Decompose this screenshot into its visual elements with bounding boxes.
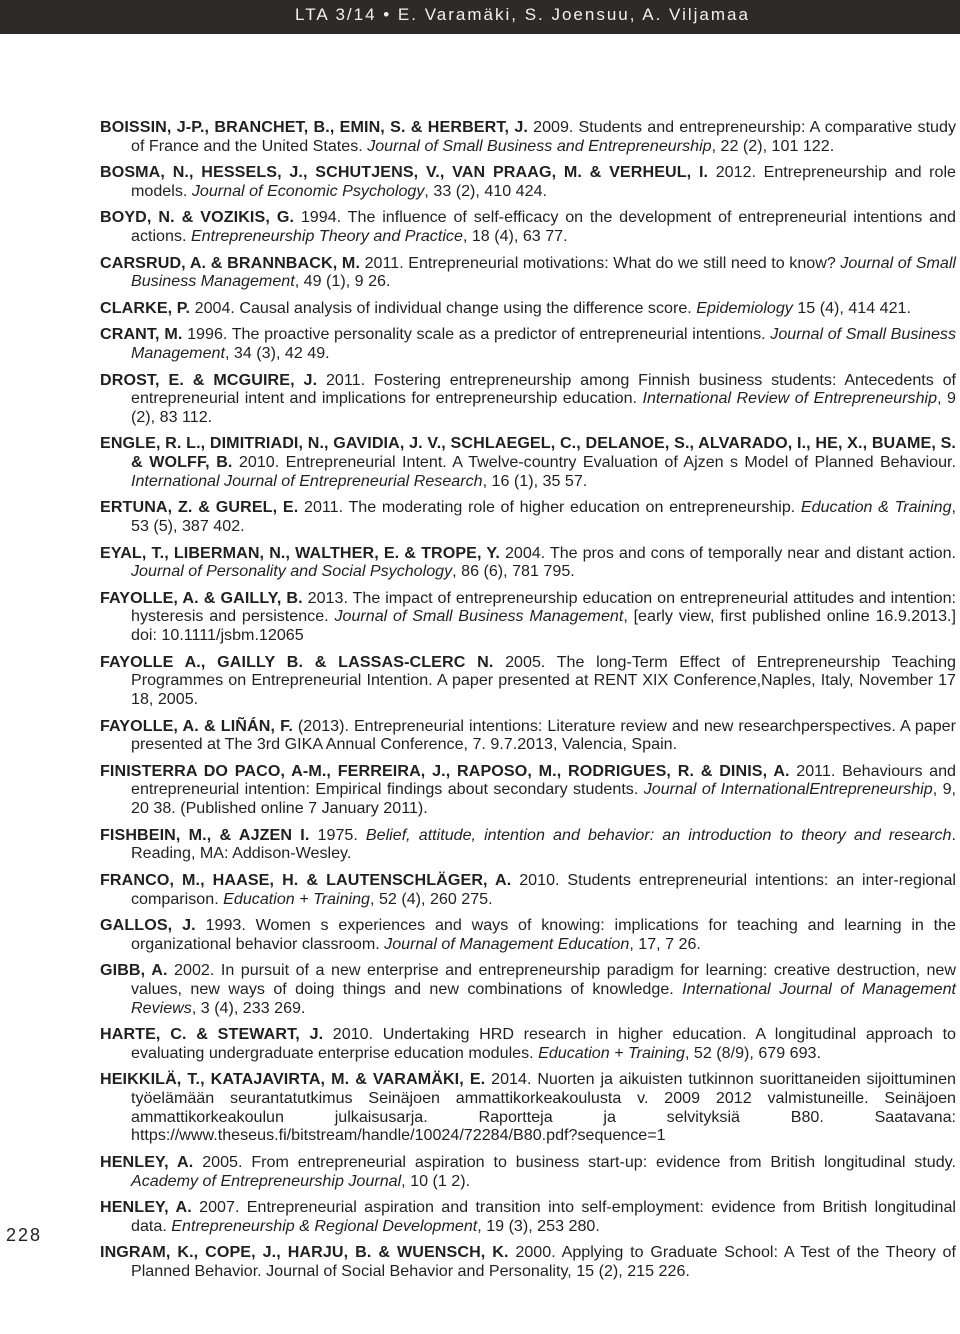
reference-details: , 19 (3), 253 280.: [477, 1216, 600, 1235]
reference-details: , 9 (2), 83 112.: [131, 389, 956, 426]
reference-entry: [100, 371, 956, 427]
reference-text: 1975.: [309, 825, 366, 844]
reference-details: , 52 (4), 260 275.: [370, 889, 493, 908]
reference-authors: HEIKKILÄ, T., KATAJAVIRTA, M. & VARAMÄKI, E.: [100, 1070, 486, 1089]
reference-entry: [100, 916, 956, 953]
reference-authors: FISHBEIN, M., & AJZEN I.: [100, 825, 310, 844]
reference-entry: [100, 1243, 956, 1280]
reference-details: , 22 (2), 101 122.: [711, 136, 835, 155]
reference-source: Journal of InternationalEntrepreneurship: [643, 780, 933, 799]
reference-authors: FAYOLLE, A. & LIÑÁN, F.: [100, 716, 293, 735]
reference-authors: ERTUNA, Z. & GUREL, E.: [100, 498, 299, 517]
reference-authors: HENLEY, A.: [100, 1152, 194, 1171]
reference-details: , 3 (4), 233 269.: [191, 998, 306, 1017]
reference-text: 2010. Students entrepreneurial intentions: an inter-regional comparison.: [131, 870, 956, 908]
reference-source: Entrepreneurship Theory and Practice: [190, 227, 463, 246]
reference-authors: INGRAM, K., COPE, J., HARJU, B. & WUENSCH, K.: [100, 1243, 509, 1262]
reference-details: , 10 (1 2).: [401, 1171, 471, 1190]
running-header: [0, 0, 960, 34]
reference-details: , 49 (1), 9 26.: [294, 272, 391, 291]
reference-entry: [100, 1153, 956, 1190]
reference-details: , 9, 20 38. (Published online 7 January 2011).: [131, 780, 956, 818]
reference-entry: [100, 254, 956, 291]
reference-authors: BOSMA, N., HESSELS, J., SCHUTJENS, V., VAN PRAAG, M. & VERHEUL, I.: [100, 163, 709, 182]
reference-authors: EYAL, T., LIBERMAN, N., WALTHER, E. & TROPE, Y.: [100, 543, 500, 562]
reference-entry: [100, 589, 956, 645]
reference-entry: [100, 208, 956, 245]
reference-source: Journal of Small Business and Entrepreneurship: [367, 136, 712, 155]
reference-text: (2013). Entrepreneurial intentions: Literature review and new researchperspectives. A paper presented at The 3rd GIKA Annual Conference, 7. 9.7.2013, Valencia, Spain.: [131, 716, 956, 754]
reference-entry: [100, 118, 956, 155]
reference-authors: DROST, E. & MCGUIRE, J.: [100, 370, 318, 389]
reference-list: [100, 118, 956, 1289]
reference-authors: ENGLE, R. L., DIMITRIADI, N., GAVIDIA, J. V., SCHLAEGEL, C., DELANOE, S., ALVARADO, I., HE, X., BUAME, S. & WOLFF, B.: [100, 434, 956, 472]
reference-entry: [100, 163, 956, 200]
reference-details: , 16 (1), 35 57.: [482, 471, 588, 490]
reference-authors: HARTE, C. & STEWART, J.: [100, 1025, 324, 1044]
reference-text: 2004. The pros and cons of temporally near and distant action.: [499, 543, 956, 562]
reference-authors: CLARKE, P.: [100, 298, 191, 317]
reference-entry: [100, 544, 956, 581]
reference-source: International Journal of Entrepreneurial Research: [131, 471, 483, 490]
reference-details: , 86 (6), 781 795.: [452, 562, 575, 581]
reference-entry: [100, 961, 956, 1017]
reference-details: , 53 (5), 387 402.: [131, 498, 957, 536]
reference-text: 2010. Entrepreneurial Intent. A Twelve-country Evaluation of Ajzen s Model of Planned Behaviour.: [232, 453, 957, 472]
reference-entry: [100, 653, 956, 709]
reference-entry: [100, 434, 956, 490]
reference-text: 2011. Fostering entrepreneurship among Finnish business students: Antecedents of entrepreneurial intent and implications for entrepreneurship education.: [131, 370, 956, 408]
reference-authors: FAYOLLE A., GAILLY B. & LASSAS-CLERC N.: [100, 652, 494, 671]
reference-details: . Reading, MA: Addison-Wesley.: [131, 825, 956, 863]
reference-text: 2011. Entrepreneurial motivations: What do we still need to know?: [360, 253, 841, 272]
reference-text: 2002. In pursuit of a new enterprise and entrepreneurship paradigm for learning: creative destruction, new values, new ways of doing things and new combinations of knowledge.: [131, 961, 956, 998]
reference-authors: BOYD, N. & VOZIKIS, G.: [100, 208, 295, 227]
reference-text: 2007. Entrepreneurial aspiration and transition into self-employment: evidence from British longitudinal data.: [131, 1198, 957, 1235]
header-text: LTA 3/14 • E. Varamäki, S. Joensuu, A. Viljamaa: [295, 5, 750, 24]
reference-authors: FAYOLLE, A. & GAILLY, B.: [100, 588, 303, 607]
reference-entry: [100, 762, 956, 818]
reference-details: , 17, 7 26.: [629, 934, 701, 953]
reference-text: 2005. From entrepreneurial aspiration to business start-up: evidence from British longitudinal study.: [193, 1152, 956, 1171]
reference-text: 2000. Applying to Graduate School: A Test of the Theory of Planned Behavior. Journal of Social Behavior and Personality, 15 (2), 215 226.: [131, 1243, 956, 1281]
reference-text: 2011. The moderating role of higher education on entrepreneurship.: [298, 498, 801, 517]
page-number: 228: [6, 1225, 43, 1245]
reference-source: Academy of Entrepreneurship Journal: [131, 1171, 402, 1190]
reference-source: Journal of Management Education: [384, 934, 630, 953]
reference-details: , [early view, first published online 16.9.2013.] doi: 10.1111/jsbm.12065: [131, 607, 956, 645]
reference-text: 1994. The influence of self-efficacy on the development of entrepreneurial intentions and actions.: [131, 208, 956, 246]
reference-source: Journal of Economic Psychology: [191, 181, 425, 200]
reference-entry: [100, 325, 956, 362]
reference-text: 2009. Students and entrepreneurship: A comparative study of France and the United States.: [131, 118, 956, 155]
reference-source: International Journal of Management Reviews: [131, 979, 956, 1017]
reference-entry: [100, 498, 956, 535]
reference-authors: FRANCO, M., HAASE, H. & LAUTENSCHLÄGER, A.: [100, 870, 512, 889]
reference-entry: [100, 871, 956, 908]
reference-details: , 52 (8/9), 679 693.: [684, 1043, 821, 1062]
reference-source: Epidemiology: [696, 298, 793, 317]
reference-entry: [100, 826, 956, 863]
reference-authors: GIBB, A.: [100, 961, 168, 980]
reference-authors: CRANT, M.: [100, 325, 183, 344]
reference-details: , 18 (4), 63 77.: [462, 227, 568, 246]
reference-text: 2010. Undertaking HRD research in higher education. A longitudinal approach to evaluating undergraduate enterprise education modules.: [131, 1025, 956, 1062]
reference-authors: GALLOS, J.: [100, 916, 196, 935]
reference-source: Education & Training: [800, 498, 952, 517]
reference-source: Entrepreneurship & Regional Development: [171, 1216, 478, 1235]
reference-text: 2013. The impact of entrepreneurship education on entrepreneurial attitudes and intention: hysteresis and persistence.: [131, 588, 956, 626]
reference-details: 15 (4), 414 421.: [792, 298, 911, 317]
reference-source: Journal of Personality and Social Psychology: [131, 562, 453, 581]
reference-entry: [100, 717, 956, 754]
reference-source: Belief, attitude, intention and behavior: an introduction to theory and research: [365, 825, 952, 844]
reference-source: Journal of Small Business Management: [131, 325, 956, 363]
reference-source: International Review of Entrepreneurship: [642, 389, 938, 408]
reference-text: 2005. The long-Term Effect of Entrepreneurship Teaching Programmes on Entrepreneurial Intention. A paper presented at RENT XIX Conference,Naples, Italy, November 17 18, 2005.: [131, 652, 956, 709]
reference-text: 1996. The proactive personality scale as a predictor of entrepreneurial intentions.: [182, 325, 771, 344]
reference-entry: [100, 1198, 956, 1235]
reference-text: 2011. Behaviours and entrepreneurial intention: Empirical findings about secondary students.: [131, 761, 956, 799]
reference-details: , 33 (2), 410 424.: [424, 181, 547, 200]
reference-authors: BOISSIN, J-P., BRANCHET, B., EMIN, S. & HERBERT, J.: [100, 118, 528, 136]
reference-source: Journal of Small Business Management: [131, 253, 956, 291]
reference-authors: FINISTERRA DO PACO, A-M., FERREIRA, J., RAPOSO, M., RODRIGUES, R. & DINIS, A.: [100, 761, 790, 780]
reference-authors: CARSRUD, A. & BRANNBACK, M.: [100, 253, 361, 272]
reference-text: 1993. Women s experiences and ways of knowing: implications for teaching and learning in the organizational behavior classroom.: [131, 916, 956, 953]
reference-entry: [100, 1070, 956, 1145]
reference-text: 2014. Nuorten ja aikuisten tutkinnon suorittaneiden sijoittuminen työelämään seurantatutkimus Seinäjoen ammattikorkeakoulusta v. 2009 2012 valmistuneille. Seinäjoen ammattikorkeakoulun julkaisusarja. Raportteja ja selvityksiä B80. Saatavana: https://www.theseus.fi/bitstream/handle/10024/72284/B80.pdf?sequence=1: [131, 1070, 957, 1145]
reference-text: 2004. Causal analysis of individual change using the difference score.: [190, 298, 697, 317]
reference-details: , 34 (3), 42 49.: [224, 344, 330, 363]
reference-source: Education + Training: [538, 1043, 685, 1062]
reference-source: Education + Training: [223, 889, 371, 908]
reference-entry: [100, 1025, 956, 1062]
reference-authors: HENLEY, A.: [100, 1198, 192, 1217]
reference-source: Journal of Small Business Management: [334, 607, 624, 626]
reference-text: 2012. Entrepreneurship and role models.: [131, 163, 956, 200]
reference-entry: [100, 299, 956, 318]
